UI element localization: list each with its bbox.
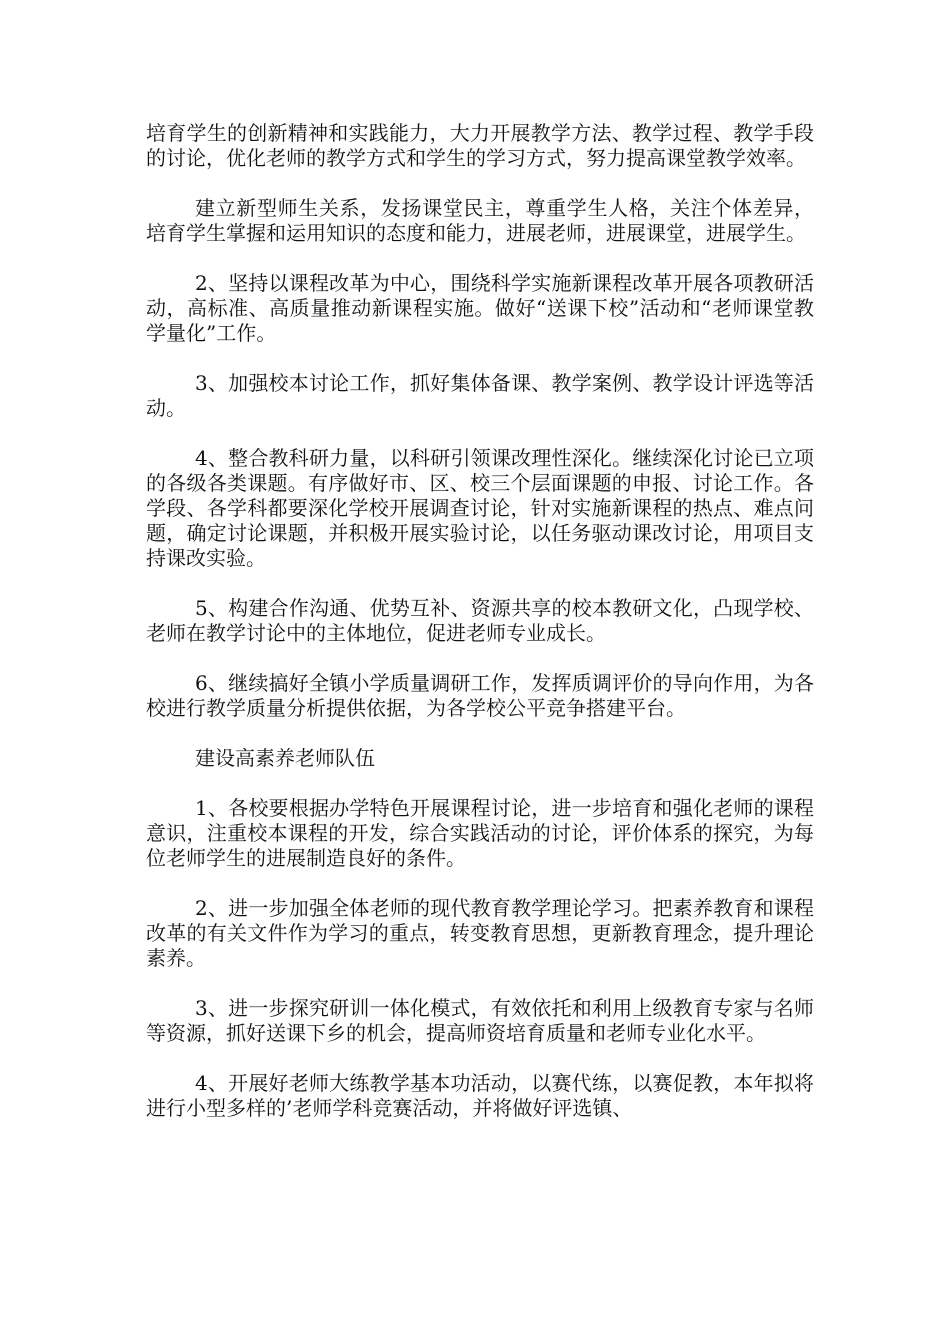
paragraph-item-5-research-culture: 5、构建合作沟通、优势互补、资源共享的校本教研文化，凸现学校、老师在教学讨论中的主体地位，促进老师专业成长。	[146, 596, 814, 645]
paragraph-item-6-quality-survey: 6、继续搞好全镇小学质量调研工作，发挥质调评价的导向作用，为各校进行教学质量分析提供依据，为各学校公平竞争搭建平台。	[146, 671, 814, 720]
paragraph-item-3-school-research: 3、加强校本讨论工作，抓好集体备课、教学案例、教学设计评选等活动。	[146, 371, 814, 420]
paragraph-item-4-basic-skills: 4、开展好老师大练教学基本功活动，以赛代练，以赛促教，本年拟将进行小型多样的’老师学科竞赛活动，并将做好评选镇、	[146, 1071, 814, 1120]
section-heading-teacher-team: 建设高素养老师队伍	[195, 746, 375, 770]
paragraph-item-2-curriculum-reform: 2、坚持以课程改革为中心，围绕科学实施新课程改革开展各项教研活动，高标准、高质量推动新课程实施。做好“送课下校”活动和“老师课堂教学量化”工作。	[146, 271, 814, 345]
paragraph-item-4-research-integration: 4、整合教科研力量，以科研引领课改理性深化。继续深化讨论已立项的各级各类课题。有序做好市、区、校三个层面课题的申报、讨论工作。各学段、各学科都要深化学校开展调查讨论，针对实施新课程的热点、难点问题，确定讨论课题，并积极开展实验讨论，以任务驱动课改讨论，用项目支持课改实验。	[146, 446, 814, 570]
paragraph-item-1-course-discussion: 1、各校要根据办学特色开展课程讨论，进一步培育和强化老师的课程意识，注重校本课程的开发，综合实践活动的讨论，评价体系的探究，为每位老师学生的进展制造良好的条件。	[146, 796, 814, 870]
paragraph-continuation: 培育学生的创新精神和实践能力，大力开展教学方法、教学过程、教学手段的讨论，优化老师的教学方式和学生的学习方式，努力提高课堂教学效率。	[146, 121, 814, 170]
paragraph-item-3-training-model: 3、进一步探究研训一体化模式，有效依托和利用上级教育专家与名师等资源，抓好送课下乡的机会，提高师资培育质量和老师专业化水平。	[146, 996, 814, 1045]
paragraph-item-2-theory-study: 2、进一步加强全体老师的现代教育教学理论学习。把素养教育和课程改革的有关文件作为学习的重点，转变教育思想，更新教育理念，提升理论素养。	[146, 896, 814, 970]
document-body	[146, 121, 814, 1121]
paragraph-teacher-student-relations: 建立新型师生关系，发扬课堂民主，尊重学生人格，关注个体差异，培育学生掌握和运用知识的态度和能力，进展老师，进展课堂，进展学生。	[146, 196, 814, 245]
